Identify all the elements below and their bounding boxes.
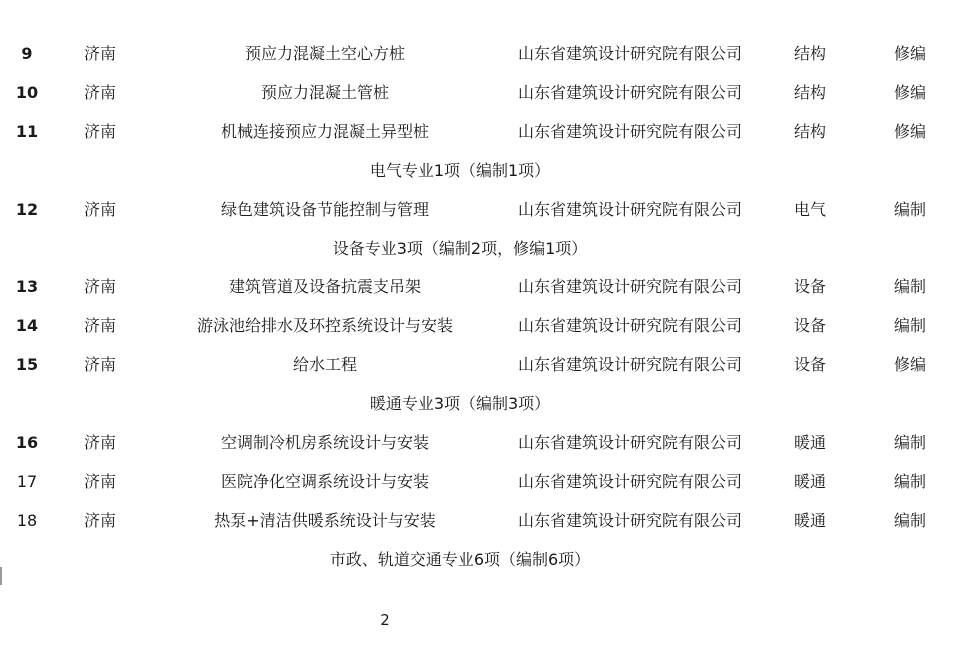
work-type-cell: 编制 bbox=[893, 433, 926, 452]
category-cell: 结构 bbox=[793, 44, 826, 63]
organization-cell: 山东省建筑设计研究院有限公司 bbox=[517, 472, 742, 491]
section-heading: 电气专业1项（编制1项） bbox=[369, 161, 551, 180]
project-name-cell: 游泳池给排水及环控系统设计与安装 bbox=[196, 316, 453, 335]
work-type-cell: 编制 bbox=[893, 200, 926, 219]
category-cell: 电气 bbox=[793, 200, 826, 219]
organization-cell: 山东省建筑设计研究院有限公司 bbox=[517, 44, 742, 63]
project-name-cell: 空调制冷机房系统设计与安装 bbox=[220, 433, 429, 452]
project-name-cell: 医院净化空调系统设计与安装 bbox=[220, 472, 429, 491]
city-cell: 济南 bbox=[83, 122, 116, 141]
city-cell: 济南 bbox=[83, 200, 116, 219]
row-number: 10 bbox=[15, 83, 39, 102]
row-number: 13 bbox=[15, 277, 39, 296]
organization-cell: 山东省建筑设计研究院有限公司 bbox=[517, 277, 742, 296]
project-name-cell: 给水工程 bbox=[292, 355, 357, 374]
row-number: 15 bbox=[15, 355, 39, 374]
category-cell: 暖通 bbox=[793, 472, 826, 491]
category-cell: 设备 bbox=[793, 316, 826, 335]
city-cell: 济南 bbox=[83, 511, 116, 530]
table-row bbox=[0, 307, 955, 345]
organization-cell: 山东省建筑设计研究院有限公司 bbox=[517, 83, 742, 102]
city-cell: 济南 bbox=[83, 277, 116, 296]
section-heading: 设备专业3项（编制2项，修编1项） bbox=[332, 239, 588, 258]
work-type-cell: 编制 bbox=[893, 277, 926, 296]
organization-cell: 山东省建筑设计研究院有限公司 bbox=[517, 433, 742, 452]
project-name-cell: 绿色建筑设备节能控制与管理 bbox=[220, 200, 429, 219]
category-cell: 暖通 bbox=[793, 433, 826, 452]
left-edge-mark bbox=[0, 567, 2, 585]
project-name-cell: 预应力混凝土管桩 bbox=[260, 83, 389, 102]
city-cell: 济南 bbox=[83, 316, 116, 335]
work-type-cell: 修编 bbox=[893, 44, 926, 63]
city-cell: 济南 bbox=[83, 472, 116, 491]
city-cell: 济南 bbox=[83, 355, 116, 374]
city-cell: 济南 bbox=[83, 433, 116, 452]
page-number: 2 bbox=[380, 611, 390, 629]
row-number: 16 bbox=[15, 433, 39, 452]
table-row bbox=[0, 463, 955, 501]
category-cell: 设备 bbox=[793, 355, 826, 374]
city-cell: 济南 bbox=[83, 44, 116, 63]
row-number: 11 bbox=[15, 122, 39, 141]
row-number: 18 bbox=[16, 511, 38, 530]
row-number: 14 bbox=[15, 316, 39, 335]
category-cell: 暖通 bbox=[793, 511, 826, 530]
row-number: 17 bbox=[16, 472, 38, 491]
organization-cell: 山东省建筑设计研究院有限公司 bbox=[517, 511, 742, 530]
project-name-cell: 机械连接预应力混凝土异型桩 bbox=[220, 122, 429, 141]
table-row bbox=[0, 74, 955, 112]
work-type-cell: 编制 bbox=[893, 511, 926, 530]
row-number: 9 bbox=[21, 44, 33, 63]
section-heading: 暖通专业3项（编制3项） bbox=[369, 394, 551, 413]
table-row bbox=[0, 502, 955, 540]
table-row bbox=[0, 191, 955, 229]
project-name-cell: 建筑管道及设备抗震支吊架 bbox=[228, 277, 421, 296]
city-cell: 济南 bbox=[83, 83, 116, 102]
work-type-cell: 编制 bbox=[893, 316, 926, 335]
table-row bbox=[0, 346, 955, 384]
table-row bbox=[0, 268, 955, 306]
category-cell: 结构 bbox=[793, 122, 826, 141]
project-name-cell: 热泵+清洁供暖系统设计与安装 bbox=[214, 511, 436, 530]
organization-cell: 山东省建筑设计研究院有限公司 bbox=[517, 355, 742, 374]
organization-cell: 山东省建筑设计研究院有限公司 bbox=[517, 200, 742, 219]
work-type-cell: 编制 bbox=[893, 472, 926, 491]
table-row bbox=[0, 113, 955, 151]
organization-cell: 山东省建筑设计研究院有限公司 bbox=[517, 122, 742, 141]
work-type-cell: 修编 bbox=[893, 355, 926, 374]
organization-cell: 山东省建筑设计研究院有限公司 bbox=[517, 316, 742, 335]
work-type-cell: 修编 bbox=[893, 83, 926, 102]
table-row bbox=[0, 424, 955, 462]
category-cell: 结构 bbox=[793, 83, 826, 102]
row-number: 12 bbox=[15, 200, 39, 219]
category-cell: 设备 bbox=[793, 277, 826, 296]
section-heading: 市政、轨道交通专业6项（编制6项） bbox=[329, 550, 591, 569]
project-name-cell: 预应力混凝土空心方桩 bbox=[244, 44, 405, 63]
work-type-cell: 修编 bbox=[893, 122, 926, 141]
table-row bbox=[0, 35, 955, 73]
